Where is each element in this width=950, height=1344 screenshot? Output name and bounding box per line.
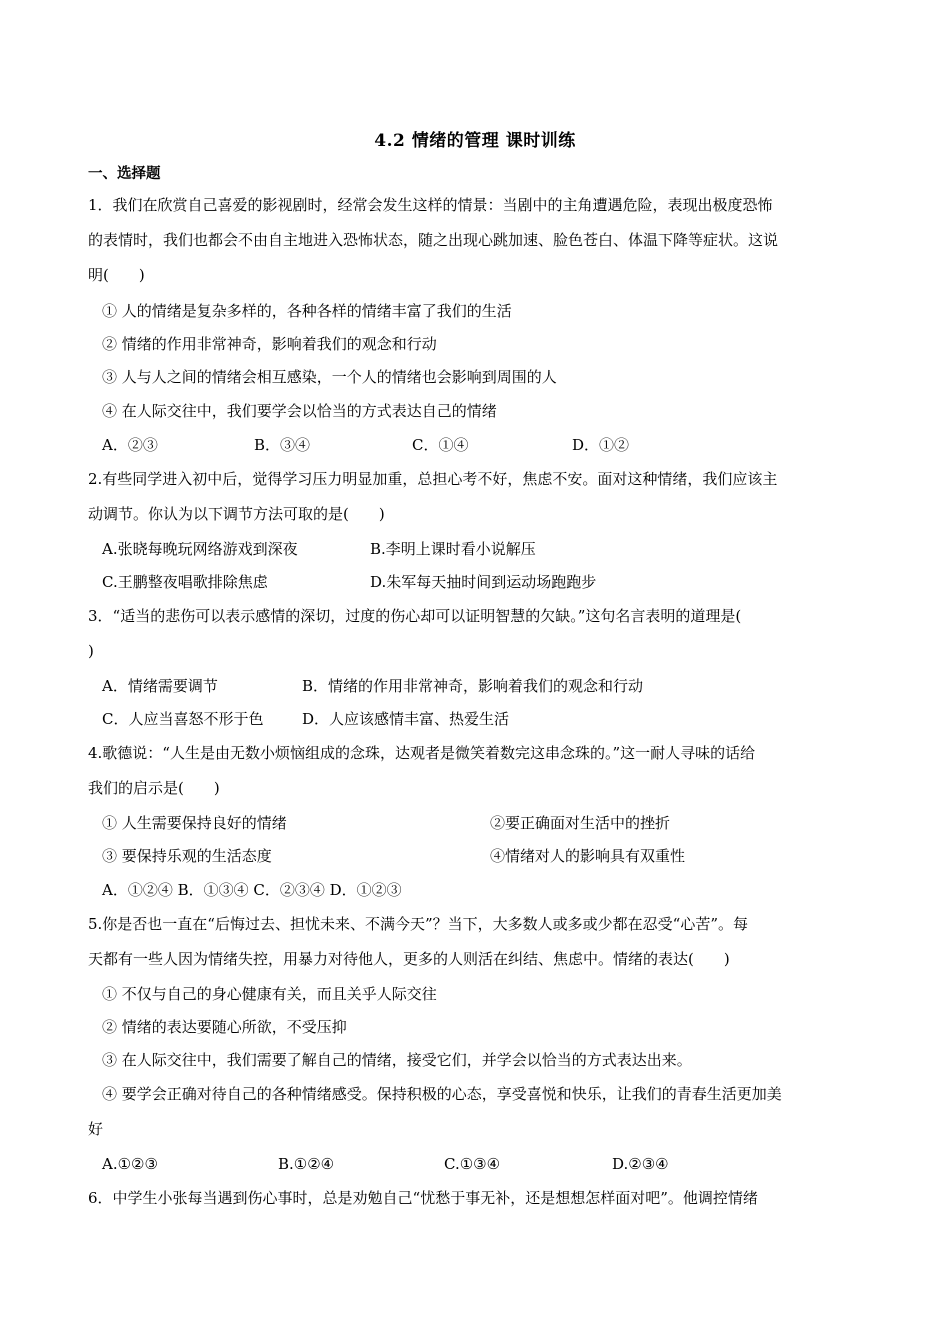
- q5-option-b: B.①②④: [278, 1155, 335, 1173]
- q5-option-d: D.②③④: [612, 1155, 669, 1173]
- page-title: 4.2 情绪的管理 课时训练: [374, 131, 576, 151]
- q1-statement: ③ 人与人之间的情绪会相互感染，一个人的情绪也会影响到周围的人: [102, 368, 557, 386]
- q5-statement: ② 情绪的表达要随心所欲，不受压抑: [102, 1018, 347, 1036]
- q1-text-line: 1．我们在欣赏自己喜爱的影视剧时，经常会发生这样的情景：当剧中的主角遭遇危险，表现出极度恐怖: [88, 196, 773, 214]
- q3-option-b: B．情绪的作用非常神奇，影响着我们的观念和行动: [302, 677, 644, 695]
- q1-text-line: 的表情时，我们也都会不由自主地进入恐怖状态，随之出现心跳加速、脸色苍白、体温下降等症状。这说: [88, 231, 779, 249]
- q5-option-c: C.①③④: [444, 1155, 501, 1173]
- q3-option-a: A．情绪需要调节: [102, 677, 218, 695]
- q4-statement: ① 人生需要保持良好的情绪: [102, 814, 287, 832]
- q3-text-line: 3．“适当的悲伤可以表示感情的深切，过度的伤心却可以证明智慧的欠缺。”这句名言表明的道理是(: [88, 607, 742, 625]
- q4-text-line: 4.歌德说：“人生是由无数小烦恼组成的念珠，达观者是微笑着数完这串念珠的。”这一耐人寻味的话给: [88, 744, 756, 762]
- q3-option-c: C．人应当喜怒不形于色: [102, 710, 264, 728]
- q1-option-a: A．②③: [102, 436, 158, 454]
- q6-text-line: 6．中学生小张每当遇到伤心事时，总是劝勉自己“忧愁于事无补，还是想想怎样面对吧”。他调控情绪: [88, 1189, 758, 1207]
- q5-option-a: A.①②③: [102, 1155, 158, 1173]
- q4-statement: ③ 要保持乐观的生活态度: [102, 847, 272, 865]
- section-title: 一、选择题: [88, 165, 161, 182]
- q1-option-b: B．③④: [254, 436, 311, 454]
- q5-statement: ③ 在人际交往中，我们需要了解自己的情绪，接受它们，并学会以恰当的方式表达出来。: [102, 1051, 692, 1069]
- q2-option-c: C.王鹏整夜唱歌排除焦虑: [102, 573, 268, 591]
- q1-statement: ④ 在人际交往中，我们要学会以恰当的方式表达自己的情绪: [102, 402, 497, 420]
- q5-statement: ④ 要学会正确对待自己的各种情绪感受。保持积极的心态，享受喜悦和快乐，让我们的青春生活更加美: [102, 1085, 782, 1103]
- q5-text-line: 5.你是否也一直在“后悔过去、担忧未来、不满今天”？当下，大多数人或多或少都在忍受“心苦”。每: [88, 915, 748, 933]
- q5-statement-continuation: 好: [88, 1120, 104, 1138]
- q5-statement: ① 不仅与自己的身心健康有关，而且关乎人际交往: [102, 985, 437, 1003]
- q2-text-line: 2.有些同学进入初中后，觉得学习压力明显加重，总担心考不好，焦虑不安。面对这种情绪，我们应该主: [88, 470, 778, 488]
- q4-text-line: 我们的启示是( ): [88, 779, 220, 797]
- q1-option-c: C．①④: [412, 436, 469, 454]
- q3-option-d: D．人应该感情丰富、热爱生活: [302, 710, 510, 728]
- q4-statement: ②要正确面对生活中的挫折: [490, 814, 671, 832]
- q2-option-d: D.朱军每天抽时间到运动场跑跑步: [370, 573, 597, 591]
- q2-option-b: B.李明上课时看小说解压: [370, 540, 536, 558]
- q1-option-d: D．①②: [572, 436, 630, 454]
- q5-text-line: 天都有一些人因为情绪失控，用暴力对待他人，更多的人则活在纠结、焦虑中。情绪的表达( ): [88, 950, 730, 968]
- q3-text-line: ): [88, 642, 94, 660]
- q4-options: A．①②④ B．①③④ C．②③④ D．①②③: [102, 881, 402, 899]
- q1-text-line: 明( ): [88, 266, 145, 284]
- q4-statement: ④情绪对人的影响具有双重性: [490, 847, 686, 865]
- q2-option-a: A.张晓每晚玩网络游戏到深夜: [102, 540, 298, 558]
- q2-text-line: 动调节。你认为以下调节方法可取的是( ): [88, 505, 385, 523]
- q1-statement: ② 情绪的作用非常神奇，影响着我们的观念和行动: [102, 335, 437, 353]
- q1-statement: ① 人的情绪是复杂多样的，各种各样的情绪丰富了我们的生活: [102, 302, 512, 320]
